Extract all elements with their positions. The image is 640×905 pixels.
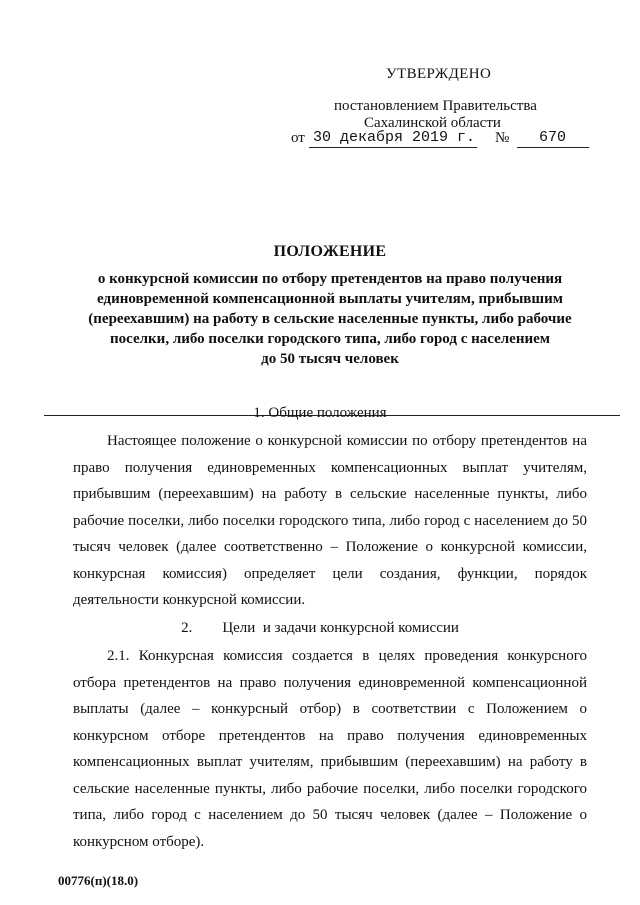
date-value: 30 декабря 2019 г. — [313, 129, 476, 146]
subtitle-line: (переехавшим) на работу в сельские населенные пункты, либо рабочие — [88, 311, 572, 327]
section-heading-general: 1. Общие положения — [253, 405, 387, 421]
subtitle-line: о конкурсной комиссии по отбору претендентов на право получения — [97, 271, 563, 287]
date-underline — [309, 147, 477, 148]
number-label: № — [495, 130, 510, 146]
region-line: Сахалинской области — [364, 115, 501, 131]
subtitle-line: поселки, либо поселки городского типа, либо город с населением — [109, 331, 550, 347]
number-underline — [517, 147, 589, 148]
number-value: 670 — [539, 129, 567, 146]
section-paragraph-goals: 2.1. Конкурсная комиссия создается в целях проведения конкурсного отбора претендентов на право получения единовременной компенсационной выплаты (далее – конкурсный отбор) в соответствии с Положением о конкурсном отборе претендентов на право получения единовременных компенсационных выплат учителям, прибывшим (переехавшим) на работу в сельские населенные пункты, либо рабочие поселки, либо поселки городского типа, либо город с населением до 50 тысяч человек (далее – Положение о конкурсном отборе). — [73, 648, 587, 850]
decree-line: постановлением Правительства — [334, 98, 537, 114]
document-title: ПОЛОЖЕНИЕ — [273, 243, 387, 260]
approved-title: УТВЕРЖДЕНО — [386, 66, 492, 82]
footer-document-code: 00776(п)(18.0) — [58, 873, 139, 888]
subtitle-line: до 50 тысяч человек — [261, 351, 399, 367]
document-subtitle — [60, 269, 600, 369]
document-title-block — [60, 243, 600, 369]
date-label: от — [291, 130, 305, 146]
section-paragraph-general: Настоящее положение о конкурсной комиссии по отбору претендентов на право получения единовременных компенсационных выплат учителям, прибывшим (переехавшим) на работу в сельские населенные пункты, либо рабочие поселки, либо поселки городского типа, либо город с населением до 50 тысяч человек (далее соответственно – Положение о конкурсной комиссии, конкурсная комиссия) определяет цели создания, функции, порядок деятельности конкурсной комиссии. — [73, 433, 587, 608]
section-heading-goals: 2. Цели и задачи конкурсной комиссии — [181, 620, 459, 636]
subtitle-line: единовременной компенсационной выплаты учителям, прибывшим — [97, 291, 563, 307]
decree-date-row — [291, 130, 591, 152]
